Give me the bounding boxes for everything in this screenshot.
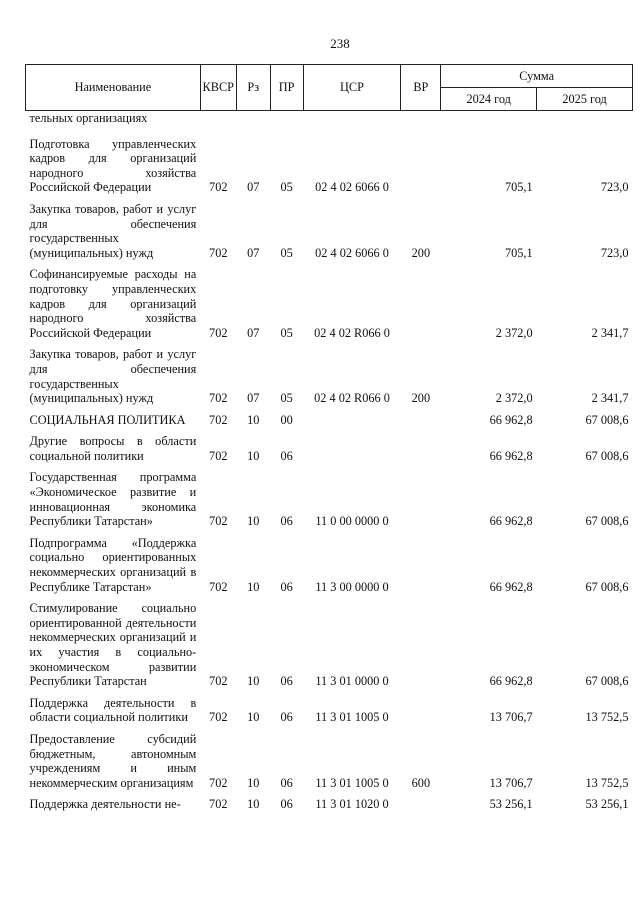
row-sum-2024: 66 962,8 (489, 674, 533, 689)
row-pr: 06 (280, 448, 293, 463)
row-csr: 02 4 02 6066 0 (315, 180, 389, 195)
row-name: Стимулирование социально ориентированной деятельности некоммерческих организаций и их участия в социально-экономическом развитии Республики Татарстан (29, 601, 197, 689)
row-sum-2025: 723,0 (600, 180, 629, 195)
row-pr: 05 (280, 325, 293, 340)
row-csr: 02 4 02 R066 0 (314, 391, 390, 406)
row-pr: 00 (280, 412, 293, 427)
row-sum-2025: 67 008,6 (585, 412, 629, 427)
row-vr (401, 596, 441, 691)
row-csr: 11 3 01 1005 0 (315, 710, 389, 725)
row-kvsr: 702 (209, 579, 228, 594)
row-rz: 10 (247, 797, 260, 812)
row-sum-2025: 13 752,5 (585, 710, 629, 725)
row-name: тельных организациях (29, 111, 148, 125)
row-csr: 11 3 01 1005 0 (315, 775, 389, 790)
row-kvsr: 702 (209, 674, 228, 689)
row-sum-2024: 66 962,8 (489, 412, 533, 427)
row-vr: 200 (411, 245, 431, 260)
header-rz: Рз (236, 65, 270, 111)
table-row (26, 465, 633, 530)
row-vr (401, 111, 441, 132)
page-number: 238 (330, 36, 350, 51)
row-kvsr: 702 (209, 710, 228, 725)
row-rz: 10 (247, 412, 260, 427)
row-kvsr: 702 (209, 325, 228, 340)
row-kvsr: 702 (209, 514, 228, 529)
row-vr (401, 792, 441, 814)
budget-table (25, 64, 633, 814)
row-pr: 06 (280, 775, 293, 790)
row-rz: 10 (247, 514, 260, 529)
row-name: Поддержка деятельности в области социальной политики (29, 695, 197, 725)
table-row (26, 531, 633, 596)
table-row (26, 342, 633, 407)
row-csr (303, 111, 401, 132)
row-sum-2025: 2 341,7 (591, 391, 629, 406)
row-pr: 05 (280, 245, 293, 260)
header-kvsr: КВСР (200, 65, 236, 111)
row-sum-2024: 2 372,0 (495, 325, 533, 340)
row-pr: 06 (280, 514, 293, 529)
table-header (26, 65, 633, 111)
table-row (26, 197, 633, 262)
row-rz: 10 (247, 710, 260, 725)
row-sum-2024: 13 706,7 (489, 775, 533, 790)
row-vr (401, 132, 441, 197)
row-rz: 10 (247, 448, 260, 463)
row-sum-2024: 705,1 (504, 245, 533, 260)
row-sum-2024: 2 372,0 (495, 391, 533, 406)
row-sum-2025: 723,0 (600, 245, 629, 260)
row-sum-2025: 2 341,7 (591, 325, 629, 340)
row-sum-2025: 67 008,6 (585, 579, 629, 594)
header-sum: Сумма (441, 65, 633, 88)
header-name: Наименование (26, 65, 201, 111)
row-csr: 11 3 01 1020 0 (315, 797, 389, 812)
header-vr: ВР (401, 65, 441, 111)
row-vr (401, 531, 441, 596)
table-row (26, 691, 633, 727)
row-csr: 11 3 00 0000 0 (315, 579, 389, 594)
row-name: Государственная программа «Экономическое развитие и инновационная экономика Республики Татарстан» (29, 470, 197, 529)
row-rz: 10 (247, 579, 260, 594)
row-name: Подготовка управленческих кадров для организаций народного хозяйства Российской Федерации (29, 136, 197, 195)
row-sum-2025 (537, 111, 633, 132)
row-sum-2025: 53 256,1 (585, 797, 629, 812)
row-sum-2025: 67 008,6 (585, 674, 629, 689)
row-pr (270, 111, 303, 132)
header-pr: ПР (270, 65, 303, 111)
row-kvsr: 702 (209, 775, 228, 790)
row-sum-2025: 67 008,6 (585, 448, 629, 463)
table-row (26, 111, 633, 132)
row-sum-2024: 66 962,8 (489, 514, 533, 529)
row-pr: 06 (280, 710, 293, 725)
row-csr: 11 0 00 0000 0 (315, 514, 389, 529)
row-pr: 05 (280, 391, 293, 406)
row-name: Предоставление субсидий бюджетным, автономным учреждениям и иным некоммерческим организациям (29, 731, 197, 790)
row-pr: 06 (280, 797, 293, 812)
row-sum-2024: 66 962,8 (489, 448, 533, 463)
row-vr: 600 (411, 775, 431, 790)
row-vr (401, 262, 441, 342)
row-kvsr (200, 111, 236, 132)
row-kvsr: 702 (209, 448, 228, 463)
table-body (26, 111, 633, 814)
table-row (26, 727, 633, 792)
row-name: Софинансируемые расходы на подготовку управленческих кадров для организаций народного хозяйства Российской Федерации (29, 267, 197, 340)
row-kvsr: 702 (209, 412, 228, 427)
row-rz: 10 (247, 775, 260, 790)
row-rz: 07 (247, 391, 260, 406)
table-row (26, 792, 633, 814)
row-rz: 07 (247, 325, 260, 340)
row-kvsr: 702 (209, 180, 228, 195)
header-year-2024: 2024 год (441, 88, 537, 111)
table-row (26, 408, 633, 430)
row-name: Закупка товаров, работ и услуг для обеспечения государственных (муниципальных) нужд (29, 201, 197, 260)
row-vr (401, 465, 441, 530)
row-kvsr: 702 (209, 391, 228, 406)
row-name: СОЦИАЛЬНАЯ ПОЛИТИКА (29, 412, 186, 427)
row-vr (401, 429, 441, 465)
row-rz: 07 (247, 245, 260, 260)
row-sum-2025: 13 752,5 (585, 775, 629, 790)
row-name: Поддержка деятельности не- (29, 797, 181, 812)
row-pr: 06 (280, 579, 293, 594)
row-sum-2024: 53 256,1 (489, 797, 533, 812)
row-sum-2024: 66 962,8 (489, 579, 533, 594)
row-rz: 10 (247, 674, 260, 689)
row-csr (303, 408, 401, 430)
table-row (26, 429, 633, 465)
row-pr: 06 (280, 674, 293, 689)
table-row (26, 596, 633, 691)
row-vr (401, 691, 441, 727)
row-kvsr: 702 (209, 245, 228, 260)
header-csr: ЦСР (303, 65, 401, 111)
row-name: Закупка товаров, работ и услуг для обеспечения государственных (муниципальных) нужд (29, 347, 197, 406)
row-sum-2025: 67 008,6 (585, 514, 629, 529)
row-pr: 05 (280, 180, 293, 195)
row-csr: 11 3 01 0000 0 (315, 674, 389, 689)
row-csr (303, 429, 401, 465)
row-sum-2024: 705,1 (504, 180, 533, 195)
row-sum-2024 (441, 111, 537, 132)
header-year-2025: 2025 год (537, 88, 633, 111)
row-sum-2024: 13 706,7 (489, 710, 533, 725)
row-rz (236, 111, 270, 132)
row-rz: 07 (247, 180, 260, 195)
row-name: Подпрограмма «Поддержка социально ориентированных некоммерческих организаций в Республике Татарстан» (29, 535, 197, 594)
table-row (26, 132, 633, 197)
row-vr (401, 408, 441, 430)
row-kvsr: 702 (209, 797, 228, 812)
row-csr: 02 4 02 R066 0 (314, 325, 390, 340)
row-name: Другие вопросы в области социальной политики (29, 434, 197, 463)
row-vr: 200 (411, 391, 431, 406)
row-csr: 02 4 02 6066 0 (315, 245, 389, 260)
table-row (26, 262, 633, 342)
